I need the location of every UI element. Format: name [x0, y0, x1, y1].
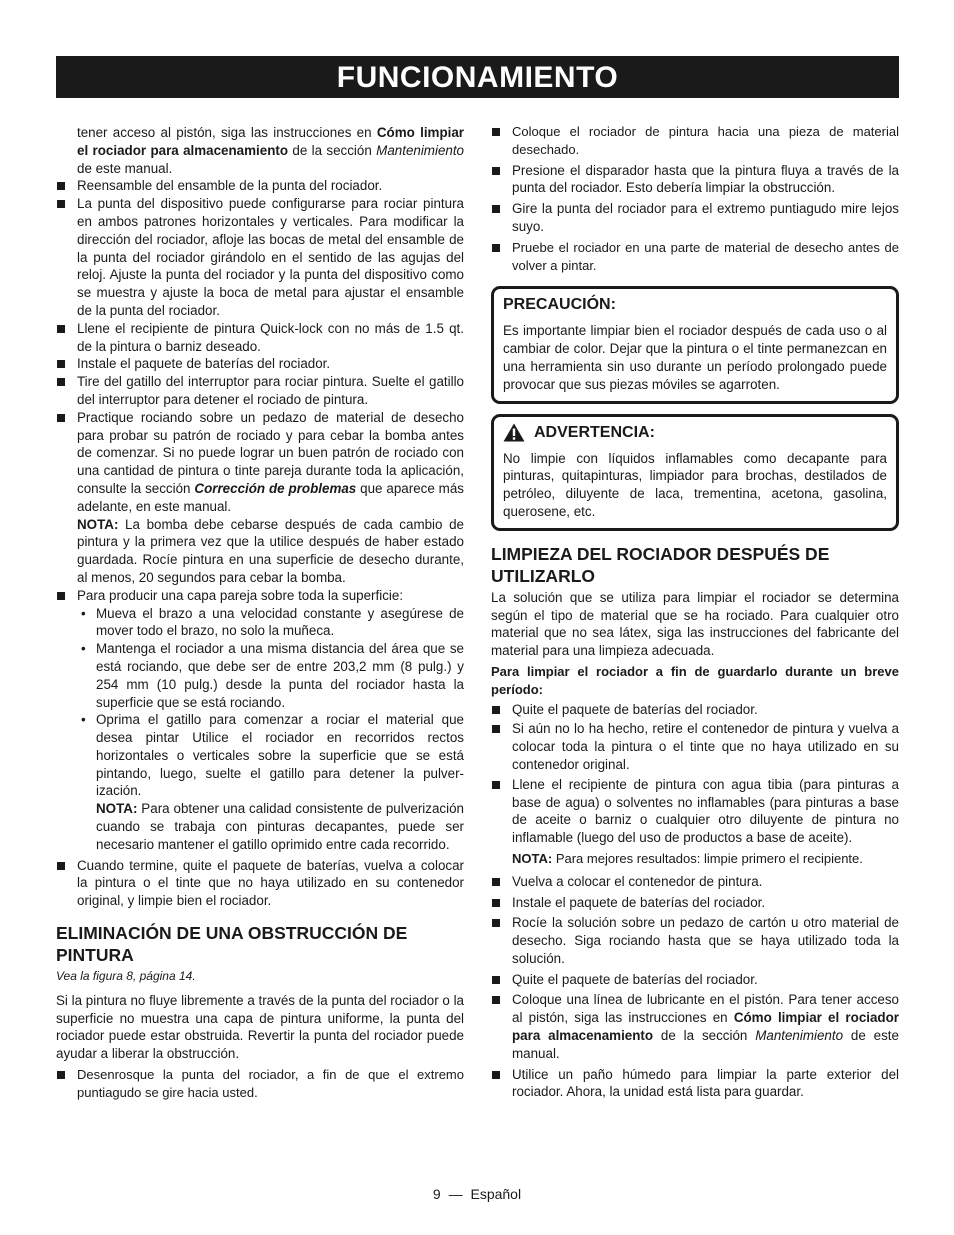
list-item: Tire del gatillo del interruptor para rociar pintura. Suelte el gatillo del interruptor para detener el rociado de pintura. — [56, 373, 464, 409]
intro-paragraph: tener acceso al pistón, siga las instrucciones en Cómo limpiar el rociador para almacenamiento de la sección Mantenimiento de este manual. — [77, 125, 465, 176]
list-item-lubricate: Coloque una línea de lubricante en el pistón. Para tener acceso al pistón, siga las instrucciones en Cómo limpiar el rociador para almacenamiento de la sección Mantenimiento de este manual. — [491, 991, 899, 1062]
list-item: La punta del dispositivo puede configurarse para rociar pintura en ambos patrones horizontales y verticales. Para modificar la dirección del rociador, afloje las bocas de metal del ensamble de la punta del rociador girándolo en el sentido de las agujas del reloj. Ajuste la punta del rociador y la punta del dispositivo como se muestra y ajuste la boca de metal para ajustar el ensamble de la punta del rociador. — [56, 195, 464, 320]
warning-text: No limpie con líquidos inflamables como decapante para pinturas, quitapinturas, limpiador para brochas, destilados de petróleo, diluyente de laca, trementina, acetona, gasolina, querosene, etc. — [503, 450, 887, 519]
list-item: Vuelva a colocar el contenedor de pintura. — [491, 873, 899, 891]
warning-box — [491, 414, 899, 531]
footer-language: Español — [470, 1186, 522, 1202]
page-footer: 9 — Español — [432, 1186, 522, 1202]
section-heading-clog: ELIMINACIÓN DE UNA OBSTRUCCIÓN DE PINTURA — [56, 923, 408, 966]
list-item-practice: Practique rociando sobre un pedazo de material de desecho para probar su patrón de rociado y para cebar la bomba antes de comenzar. Si no puede lograr un buen patrón de rociado con una cantidad de pintura o tinte pareja durante toda la aplicación, consulte la sección Corrección de problemas que aparece más adelante, en este manual. NOTA: La bomba debe cebarse después de cada cambio de pintura y la primera vez que la utilice después de haber estado guardada. Rocíe pintura en una superficie de desecho durante, al menos, 20 segundos para cebar la bomba. — [56, 409, 464, 587]
caution-text: Es importante limpiar bien el rociador después de cada uso o al cambiar de color. Dejar que la pintura o el tinte permanezcan en una herramienta sin uso durante un período prolongado puede provocar que sus piezas móviles se agarroten. — [503, 323, 887, 392]
list-item: Llene el recipiente de pintura con agua tibia (para pinturas a base de agua) o solventes no inflamables (para pinturas a base de aceite o barniz o cualquier otro diluyente de pintura no inflamable (luego del uso de productos a base de aceite). — [491, 776, 899, 847]
list-item: Cuando termine, quite el paquete de baterías, vuelva a colocar la pintura o el tinte que no haya utilizado en su contenedor original, y limpie bien el rociador. — [56, 857, 464, 910]
list-item: Si aún no lo ha hecho, retire el contenedor de pintura y vuelva a colocar toda la pintura o el tinte que no haya utilizado en su contenedor original. — [491, 720, 899, 773]
cleaning-note: NOTA: Para mejores resultados: limpie primero el recipiente. — [512, 850, 863, 866]
list-item: Rocíe la solución sobre un pedazo de cartón u otro material de desecho. Siga rociando hasta que se haya utilizado toda la solución. — [491, 914, 899, 967]
list-item: Utilice un paño húmedo para limpiar la parte exterior del rociador. Ahora, la unidad está lista para guardar. — [491, 1066, 899, 1102]
list-item: Instale el paquete de baterías del rociador. — [56, 355, 464, 373]
list-item: Presione el disparador hasta que la pintura fluya a través de la punta del rociador. Esto debería limpiar la obstrucción. — [491, 162, 899, 198]
list-item: Llene el recipiente de pintura Quick-lock con no más de 1.5 qt. de la pintura o barniz deseado. — [56, 320, 464, 356]
caution-title: PRECAUCIÓN: — [503, 296, 616, 314]
list-item: Para producir una capa pareja sobre toda la superficie: — [56, 587, 464, 605]
list-item: Desenrosque la punta del rociador, a fin de que el extremo puntiagudo se gire hacia usted. — [56, 1066, 464, 1102]
list-item: Coloque el rociador de pintura hacia una pieza de material desechado. — [491, 123, 899, 159]
figure-reference: Vea la figura 8, página 14. — [56, 969, 196, 984]
left-column — [56, 124, 464, 1102]
clog-paragraph: Si la pintura no fluye libremente a través de la punta del rociador o la superficie no muestra una capa de pintura uniforme, la punta del rociador puede estar obstruida. Revertir la punta del rociador puede ayudar a liberar la obstrucción. — [56, 992, 464, 1062]
list-item: Reensamble del ensamble de la punta del rociador. — [56, 177, 464, 195]
sub-list-item: • Mueva el brazo a una velocidad constante y asegúrese de mover todo el brazo, no solo la muñeca. — [56, 605, 464, 641]
list-item: Quite el paquete de baterías del rociador. — [491, 701, 899, 719]
warning-triangle-icon — [503, 423, 525, 442]
sub-note: NOTA: Para obtener una calidad consistente de pulverización cuando se trabaja con pinturas decapantes, puede ser necesario mantener el gatillo oprimido entre cada recorrido. — [96, 801, 464, 852]
right-column — [491, 123, 899, 1101]
list-item: Pruebe el rociador en una parte de material de desecho antes de volver a pintar. — [491, 239, 899, 275]
cleaning-subheading: Para limpiar el rociador a fin de guardarlo durante un breve período: — [491, 663, 899, 697]
list-item: Gire la punta del rociador para el extremo puntiagudo mire lejos suyo. — [491, 200, 899, 236]
section-heading-cleaning: LIMPIEZA DEL ROCIADOR DESPUÉS DE UTILIZARLO — [491, 543, 830, 586]
page-banner: FUNCIONAMIENTO — [56, 56, 899, 98]
list-item: Instale el paquete de baterías del rociador. — [491, 894, 899, 912]
sub-list-item: • Oprima el gatillo para comenzar a rociar el material que desea pintar Utilice el rociador en recorridos rectos horizontales o verticales sobre la superficie que se está pintando, luego, suelte el gatillo para detener la pulver-ización. — [56, 711, 464, 800]
warning-title: ADVERTENCIA: — [534, 423, 655, 441]
page-number: 9 — [432, 1186, 441, 1202]
cleaning-paragraph: La solución que se utiliza para limpiar el rociador se determina según el tipo de material que se ha rociado. Para cualquier otro material que no sea látex, siga las instrucciones del fabricante del material para una limpieza adecuada. — [491, 589, 899, 659]
list-item: Quite el paquete de baterías del rociador. — [491, 971, 899, 989]
sub-list-item: • Mantenga el rociador a una misma distancia del área que se está rociando, que debe ser de entre 203,2 mm (8 pulg.) y 254 mm (10 pulg.) desde la punta del rociador hasta la superficie que se está rociando. — [56, 640, 464, 711]
caution-box — [491, 286, 899, 403]
